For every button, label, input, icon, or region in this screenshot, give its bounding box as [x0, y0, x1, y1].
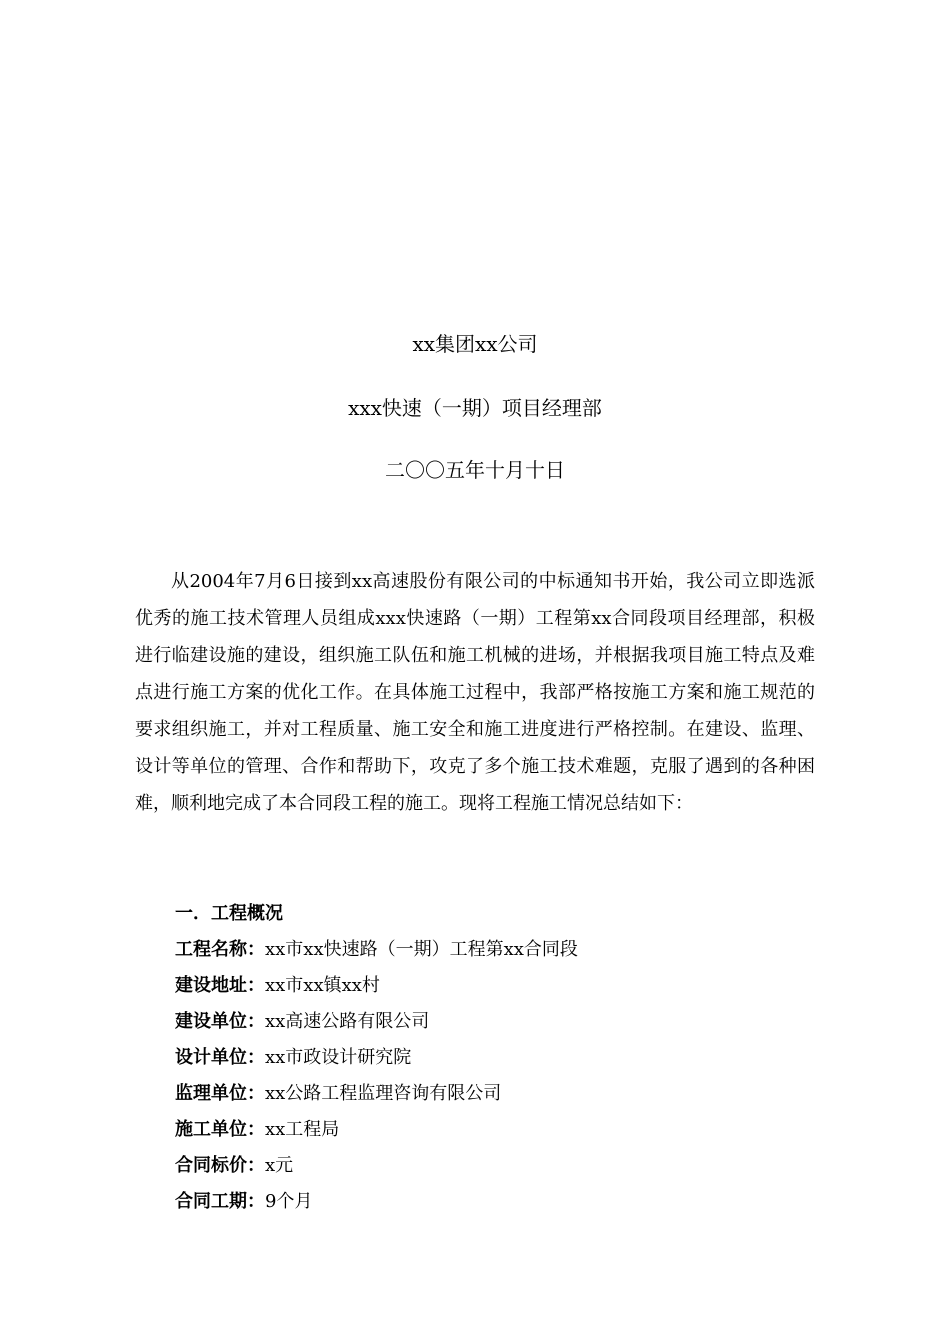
info-label: 设计单位 [175, 1047, 247, 1068]
info-value: xx市xx镇xx村 [265, 975, 380, 996]
info-row-supervisor [175, 1080, 815, 1116]
info-value: xx市xx快速路（一期）工程第xx合同段 [265, 939, 578, 960]
info-label: 施工单位 [175, 1119, 247, 1140]
department-name: xxx快速（一期）项目经理部 [348, 396, 602, 420]
info-row-address [175, 972, 815, 1008]
info-separator: ： [247, 1011, 265, 1032]
info-separator: ： [247, 1047, 265, 1068]
info-label: 合同标价 [175, 1155, 247, 1176]
info-label: 合同工期 [175, 1191, 247, 1212]
info-row-designer [175, 1044, 815, 1080]
info-value: xx高速公路有限公司 [265, 1011, 430, 1032]
info-separator: ： [247, 1155, 265, 1176]
info-label: 工程名称 [175, 939, 247, 960]
company-name: xx集团xx公司 [412, 332, 538, 356]
info-row-owner [175, 1008, 815, 1044]
info-separator: ： [247, 939, 265, 960]
info-label: 建设地址 [175, 975, 247, 996]
project-info-list [175, 936, 815, 1224]
info-label: 监理单位 [175, 1083, 247, 1104]
info-row-project-name [175, 936, 815, 972]
info-separator: ： [247, 1119, 265, 1140]
info-value: x元 [265, 1155, 294, 1176]
info-row-contract-price [175, 1152, 815, 1188]
info-row-contract-period [175, 1188, 815, 1224]
intro-paragraph: 从2004年7月6日接到xx高速股份有限公司的中标通知书开始，我公司立即选派优秀的施工技术管理人员组成xxx快速路（一期）工程第xx合同段项目经理部，积极进行临建设施的建设，组织施工队伍和施工机械的进场，并根据我项目施工特点及难点进行施工方案的优化工作。在具体施工过程中，我部严格按施工方案和施工规范的要求组织施工，并对工程质量、施工安全和施工进度进行严格控制。在建设、监理、设计等单位的管理、合作和帮助下，攻克了多个施工技术难题，克服了遇到的各种困难，顺利地完成了本合同段工程的施工。现将工程施工情况总结如下： [135, 571, 815, 814]
info-label: 建设单位 [175, 1011, 247, 1032]
info-value: xx公路工程监理咨询有限公司 [265, 1083, 502, 1104]
info-separator: ： [247, 975, 265, 996]
info-separator: ： [247, 1191, 265, 1212]
info-row-contractor [175, 1116, 815, 1152]
document-date: 二〇〇五年十月十日 [385, 458, 565, 482]
info-value: 9个月 [265, 1191, 313, 1212]
info-value: xx市政设计研究院 [265, 1047, 412, 1068]
info-separator: ： [247, 1083, 265, 1104]
section-title-project-overview: 一．工程概况 [175, 903, 283, 924]
info-value: xx工程局 [265, 1119, 340, 1140]
